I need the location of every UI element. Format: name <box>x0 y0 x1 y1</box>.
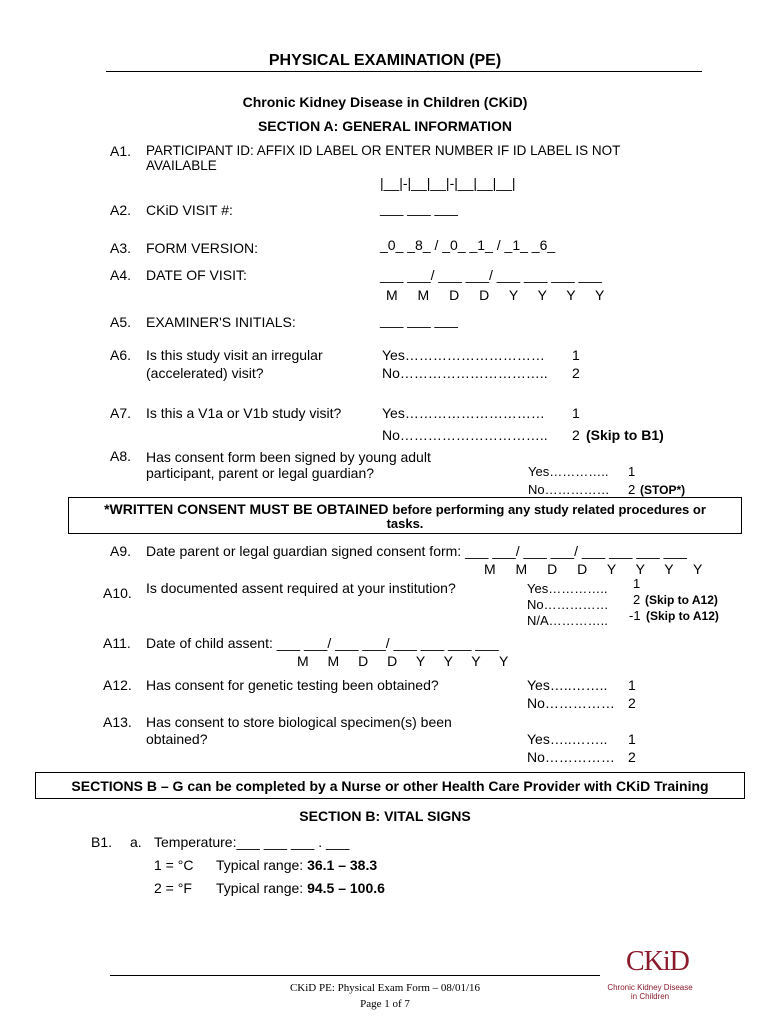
a12-question: Has consent for genetic testing been obtained? <box>146 677 439 693</box>
a12-number: A12. <box>103 677 132 693</box>
a6-code-yes: 1 <box>572 347 580 363</box>
visit-date-legend: M M D D Y Y Y Y <box>386 287 605 303</box>
a9-date-legend: M M D D Y Y Y Y <box>484 561 703 577</box>
study-name: Chronic Kidney Disease in Children (CKiD) <box>242 94 528 110</box>
section-a-heading: SECTION A: GENERAL INFORMATION <box>257 118 513 134</box>
a2-number: A2. <box>110 202 132 218</box>
a8-stop-note: (STOP*) <box>640 483 686 497</box>
a7-question: Is this a V1a or V1b study visit? <box>146 405 342 421</box>
consent-notice-box <box>68 497 742 534</box>
a7-option-yes[interactable]: Yes………………………… <box>382 405 545 421</box>
participant-id-field[interactable]: |__|-|__|__|-|__|__|__| <box>380 175 516 191</box>
a7-option-no[interactable]: No………………………….. <box>382 427 548 443</box>
a3-question: FORM VERSION: <box>146 240 259 256</box>
a10-code-no: 2 <box>633 592 641 607</box>
temp-unit-fahrenheit[interactable]: 2 = °F <box>154 880 192 896</box>
a6-option-yes[interactable]: Yes………………………… <box>382 347 545 363</box>
temp-celsius-range-label: Typical range: <box>216 857 304 873</box>
a6-code-no: 2 <box>572 365 580 381</box>
a10-skip-note-no: (Skip to A12) <box>645 593 718 607</box>
a8-option-yes[interactable]: Yes………….. <box>528 464 609 479</box>
a13-option-no[interactable]: No…………… <box>527 749 615 765</box>
a5-question: EXAMINER'S INITIALS: <box>146 314 296 330</box>
a7-skip-note: (Skip to B1) <box>586 427 664 443</box>
a8-option-no[interactable]: No…………… <box>528 482 610 497</box>
a10-question: Is documented assent required at your institution? <box>146 580 456 596</box>
a7-code-yes: 1 <box>572 405 580 421</box>
a12-code-no: 2 <box>628 695 636 711</box>
temp-fahrenheit-range-value: 94.5 – 100.6 <box>307 880 385 896</box>
sections-notice-box <box>35 772 745 799</box>
ckid-logo: CKiD <box>626 946 689 977</box>
a12-option-no[interactable]: No…………… <box>527 695 615 711</box>
a13-question-line1: Has consent to store biological specimen(s) been <box>146 714 452 730</box>
consent-notice-rest: before performing any study related procedures or <box>392 502 706 517</box>
a13-code-yes: 1 <box>628 731 636 747</box>
visit-date-field[interactable]: ___ ___/ ___ ___/ ___ ___ ___ ___ <box>380 267 602 283</box>
a12-code-yes: 1 <box>628 677 636 693</box>
a8-question-line2: participant, parent or legal guardian? <box>146 465 375 481</box>
a13-number: A13. <box>103 714 132 730</box>
ckid-logo-line1: Chronic Kidney Disease <box>607 983 693 992</box>
title-underline <box>106 71 702 72</box>
a1-question-line1: PARTICIPANT ID: AFFIX ID LABEL OR ENTER NUMBER IF ID LABEL IS NOT <box>146 143 621 158</box>
a13-code-no: 2 <box>628 749 636 765</box>
ckid-logo-line2: in Children <box>630 992 670 1001</box>
a8-code-no: 2 <box>628 482 636 497</box>
a3-number: A3. <box>110 240 132 256</box>
section-b-heading: SECTION B: VITAL SIGNS <box>299 808 471 824</box>
a10-number: A10. <box>103 585 132 601</box>
temp-fahrenheit-range-label: Typical range: <box>216 880 304 896</box>
consent-notice-emphasis: *WRITTEN CONSENT MUST BE OBTAINED <box>104 501 389 517</box>
a8-code-yes: 1 <box>628 464 636 479</box>
a5-number: A5. <box>110 314 132 330</box>
a1-question-line2: AVAILABLE <box>146 158 217 173</box>
a11-date-legend: M M D D Y Y Y Y <box>297 653 509 669</box>
page-title: PHYSICAL EXAMINATION (PE) <box>268 52 502 69</box>
a10-code-yes: 1 <box>633 576 641 591</box>
a9-question[interactable]: Date parent or legal guardian signed consent form: ___ ___/ ___ ___/ ___ ___ ___ ___ <box>146 543 687 559</box>
a6-question-line1: Is this study visit an irregular <box>146 347 323 363</box>
examiner-initials-field[interactable]: ___ ___ ___ <box>380 312 458 328</box>
visit-number-field[interactable]: ___ ___ ___ <box>380 200 458 216</box>
a11-number: A11. <box>103 635 131 651</box>
b1-number: B1. <box>91 834 113 850</box>
a11-question[interactable]: Date of child assent: ___ ___/ ___ ___/ ___ ___ ___ ___ <box>146 635 499 651</box>
footer-rule <box>110 975 600 976</box>
a13-option-yes[interactable]: Yes…..…….. <box>527 731 608 747</box>
temp-celsius-range-value: 36.1 – 38.3 <box>307 857 378 873</box>
a4-number: A4. <box>110 267 132 283</box>
a10-skip-note-na: (Skip to A12) <box>646 609 719 623</box>
a12-option-yes[interactable]: Yes…..…….. <box>527 677 608 693</box>
a4-question: DATE OF VISIT: <box>146 267 247 283</box>
a10-option-na[interactable]: N/A………….. <box>527 613 608 628</box>
a8-number: A8. <box>110 448 132 464</box>
a10-code-na: -1 <box>629 608 641 623</box>
a10-option-no[interactable]: No…………… <box>527 597 609 612</box>
a9-number: A9. <box>110 543 132 559</box>
b1-sub-label: a. <box>130 834 142 850</box>
consent-notice-line2: tasks. <box>386 516 424 531</box>
temp-celsius-range <box>216 857 377 873</box>
a7-code-no: 2 <box>572 427 580 443</box>
sections-notice-text: SECTIONS B – G can be completed by a Nurse or other Health Care Provider with CKiD Training <box>71 778 709 794</box>
a10-option-yes[interactable]: Yes………….. <box>527 581 608 596</box>
temp-fahrenheit-range <box>216 880 385 896</box>
temperature-field[interactable]: Temperature:___ ___ ___ . ___ <box>154 834 350 850</box>
form-version-field: _0_ _8_ / _0_ _1_ / _1_ _6_ <box>380 237 556 253</box>
footer-form-name: CKiD PE: Physical Exam Form – 08/01/16 <box>289 982 481 994</box>
a6-option-no[interactable]: No………………………….. <box>382 365 548 381</box>
footer-page-number: Page 1 of 7 <box>360 998 410 1010</box>
a13-question-line2: obtained? <box>146 731 208 747</box>
a2-question: CKiD VISIT #: <box>146 202 233 218</box>
a6-number: A6. <box>110 347 132 363</box>
a8-question-line1: Has consent form been signed by young adult <box>146 449 431 465</box>
a7-number: A7. <box>110 405 132 421</box>
a1-number: A1. <box>110 143 132 159</box>
a6-question-line2: (accelerated) visit? <box>146 365 264 381</box>
temp-unit-celsius[interactable]: 1 = °C <box>154 857 194 873</box>
